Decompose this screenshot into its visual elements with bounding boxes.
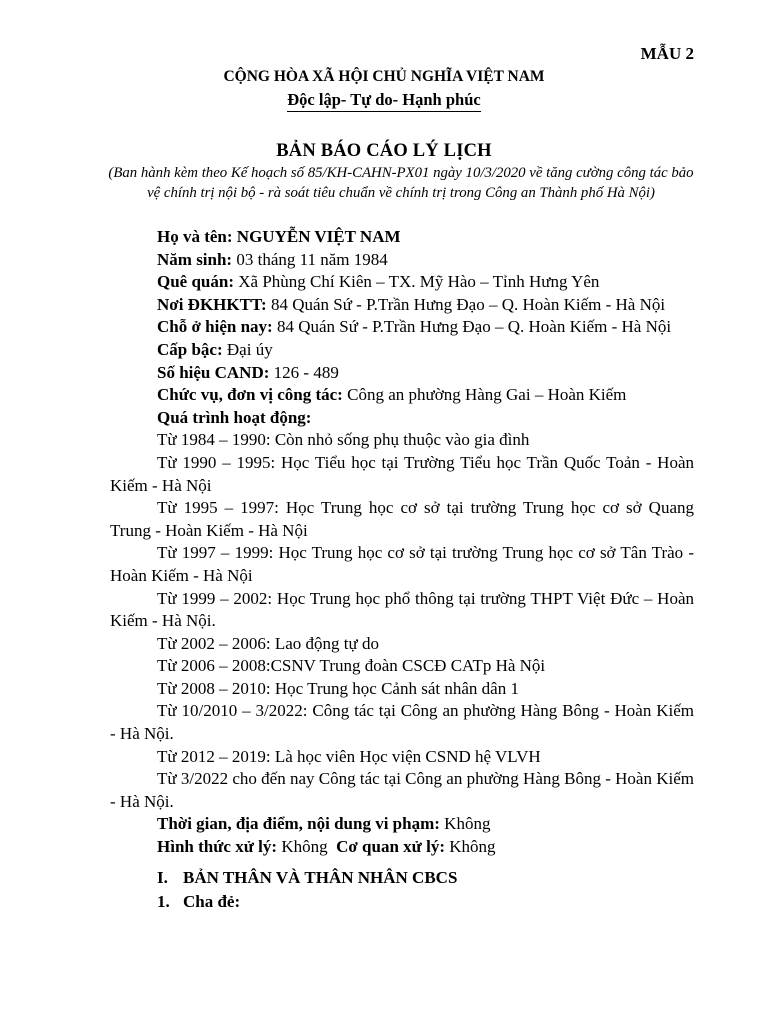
field-residence [110, 316, 694, 339]
history-item: Từ 1995 – 1997: Học Trung học cơ sở tại trường Trung học cơ sở Quang Trung - Hoàn Kiếm - Hà Nội [110, 498, 694, 540]
field-registration [110, 294, 694, 317]
history-item: Từ 2012 – 2019: Là học viên Học viện CSND hệ VLVH [157, 746, 541, 766]
section-heading [110, 867, 694, 890]
field-label: Nơi ĐKHKTT: [157, 294, 267, 314]
history-item: Từ 1999 – 2002: Học Trung học phổ thông tại trường THPT Việt Đức – Hoàn Kiếm - Hà Nội. [110, 588, 694, 631]
field-label: Cấp bậc: [157, 339, 223, 359]
field-value: 84 Quán Sứ - P.Trần Hưng Đạo – Q. Hoàn Kiếm - Hà Nội [272, 317, 672, 337]
document-title: BẢN BÁO CÁO LÝ LỊCH [276, 141, 492, 161]
field-value: Đại úy [222, 339, 273, 359]
field-birth [110, 249, 694, 272]
motto-text: Độc lập- Tự do- Hạnh phúc [287, 90, 480, 112]
history-item: Từ 2002 – 2006: Lao động tự do [157, 633, 379, 653]
national-motto [0, 90, 768, 110]
field-value: Không [277, 837, 328, 857]
national-title: CỘNG HÒA XÃ HỘI CHỦ NGHĨA VIỆT NAM [223, 68, 545, 85]
history-item: Từ 2008 – 2010: Học Trung học Cảnh sát nhân dân 1 [157, 678, 519, 698]
field-value: Không [444, 837, 496, 857]
field-label: Chức vụ, đơn vị công tác: [157, 385, 343, 405]
field-badge [110, 362, 694, 385]
field-hometown [110, 271, 694, 294]
history-item: Từ 1997 – 1999: Học Trung học cơ sở tại trường Trung học cơ sở Tân Trào - Hoàn Kiếm - Hà Nội [110, 543, 694, 585]
field-label: Họ và tên: [157, 227, 233, 246]
field-value: Không [439, 814, 491, 834]
section-number: 1. [157, 892, 170, 912]
field-value: 03 tháng 11 năm 1984 [232, 249, 388, 269]
field-value: 84 Quán Sứ - P.Trần Hưng Đạo – Q. Hoàn Kiếm - Hà Nội [266, 294, 666, 314]
field-name [110, 226, 694, 249]
history-item: Từ 10/2010 – 3/2022: Công tác tại Công an phường Hàng Bông - Hoàn Kiếm - Hà Nội. [110, 701, 694, 744]
section-number: I. [157, 867, 168, 887]
section-title: BẢN THÂN VÀ THÂN NHÂN CBCS [183, 867, 458, 887]
field-label: Quê quán: [157, 272, 234, 292]
field-value: Công an phường Hàng Gai – Hoàn Kiếm [342, 385, 627, 405]
document-subtitle: (Ban hành kèm theo Kế hoạch số 85/KH-CAHN-PX01 ngày 10/3/2020 về tăng cường công tác bảo vệ chính trị nội bộ - rà soát tiêu chuẩn về chính trị trong Công an Thành phố Hà Nội) [108, 165, 694, 201]
document-body [110, 226, 694, 914]
field-position [110, 384, 694, 407]
field-label: Năm sinh: [157, 249, 233, 269]
section-title: Cha đẻ: [183, 892, 241, 912]
form-number: MẪU 2 [640, 44, 694, 63]
section-heading [110, 891, 694, 914]
field-value: NGUYỄN VIỆT NAM [236, 227, 401, 246]
field-value: Xã Phùng Chí Kiên – TX. Mỹ Hào – Tỉnh Hưng Yên [234, 272, 600, 292]
field-violation [110, 813, 694, 836]
field-label: Số hiệu CAND: [157, 362, 270, 382]
field-handling [110, 836, 694, 859]
field-label: Chỗ ở hiện nay: [157, 317, 273, 337]
field-rank [110, 339, 694, 362]
history-item: Từ 1984 – 1990: Còn nhỏ sống phụ thuộc vào gia đình [157, 430, 530, 450]
history-item: Từ 1990 – 1995: Học Tiểu học tại Trường Tiểu học Trần Quốc Toản - Hoàn Kiếm - Hà Nội [110, 452, 694, 495]
history-item: Từ 2006 – 2008:CSNV Trung đoàn CSCĐ CATp Hà Nội [157, 656, 546, 676]
field-label: Thời gian, địa điểm, nội dung vi phạm: [157, 814, 440, 834]
history-item: Từ 3/2022 cho đến nay Công tác tại Công an phường Hàng Bông - Hoàn Kiếm - Hà Nội. [110, 769, 694, 811]
history-heading: Quá trình hoạt động: [157, 407, 312, 427]
field-value: 126 - 489 [269, 362, 339, 382]
field-label: Hình thức xử lý: [157, 837, 278, 857]
field-label: Cơ quan xử lý: [336, 837, 445, 857]
